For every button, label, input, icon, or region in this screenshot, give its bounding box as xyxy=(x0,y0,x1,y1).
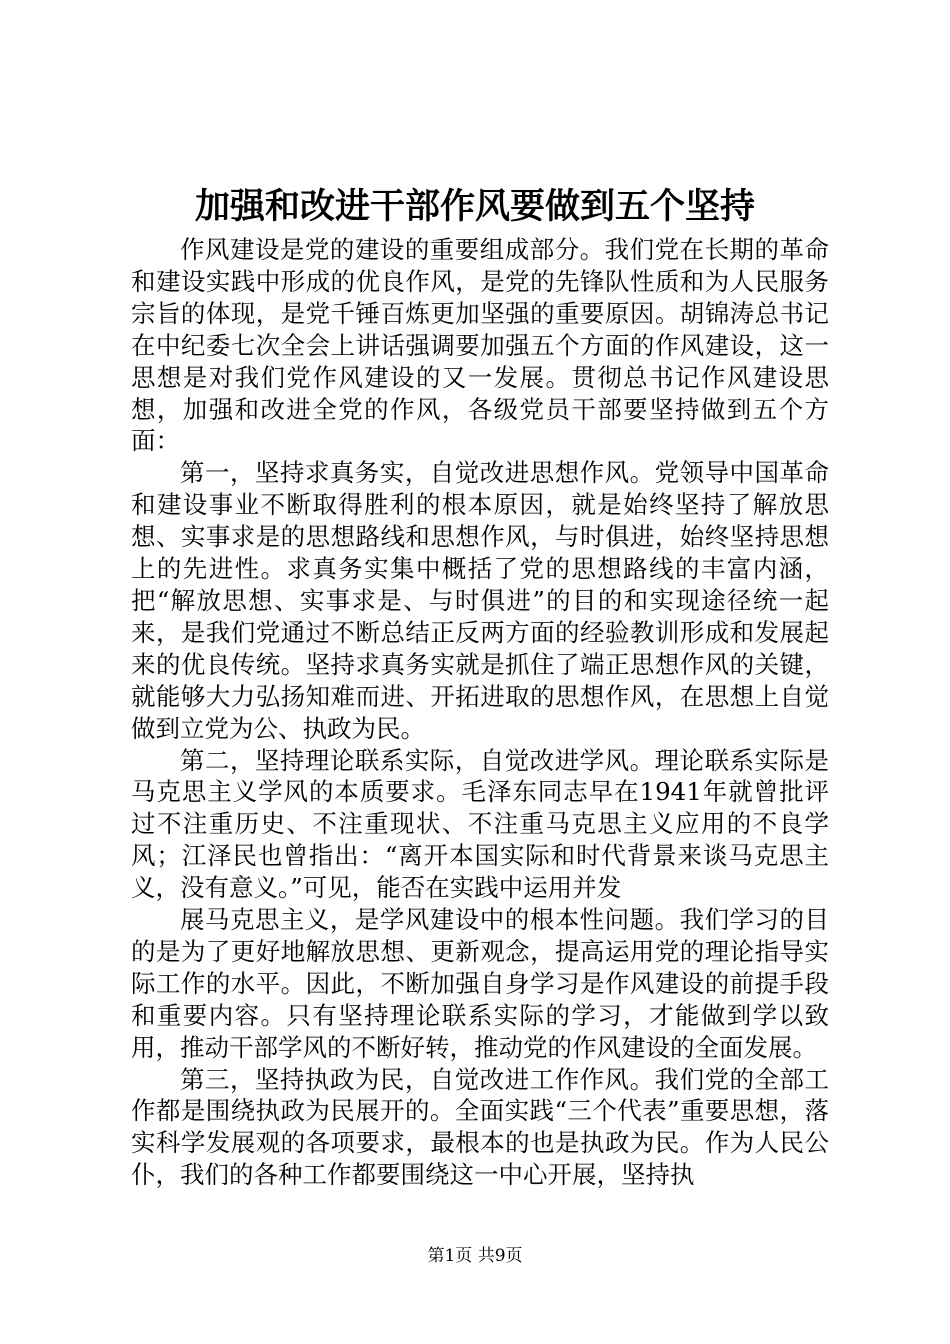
page-number-footer: 第1页 共9页 xyxy=(427,1246,523,1266)
page-title: 加强和改进干部作风要做到五个坚持 xyxy=(194,186,755,227)
document-body xyxy=(131,234,829,1191)
paragraph-third-point: 第三，坚持执政为民，自觉改进工作作风。我们党的全部工作都是围绕执政为民展开的。全面实践“三个代表”重要思想，落实科学发展观的各项要求，最根本的也是执政为民。作为人民公仆，我们的各种工作都要围绕这一中心开展，坚持执 xyxy=(131,1064,829,1190)
paragraph-intro: 作风建设是党的建设的重要组成部分。我们党在长期的革命和建设实践中形成的优良作风，是党的先锋队性质和为人民服务宗旨的体现，是党千锤百炼更加坚强的重要原因。胡锦涛总书记在中纪委七次全会上讲话强调要加强五个方面的作风建设，这一思想是对我们党作风建设的又一发展。贯彻总书记作风建设思想，加强和改进全党的作风，各级党员干部要坚持做到五个方面： xyxy=(131,235,829,456)
paragraph-second-point: 第二，坚持理论联系实际，自觉改进学风。理论联系实际是马克思主义学风的本质要求。毛泽东同志早在1941年就曾批评过不注重历史、不注重现状、不注重马克思主义应用的不良学风；江泽民也曾指出：“离开本国实际和时代背景来谈马克思主义，没有意义。”可见，能否在实践中运用并发 xyxy=(131,745,829,903)
paragraph-first-point: 第一，坚持求真务实，自觉改进思想作风。党领导中国革命和建设事业不断取得胜利的根本原因，就是始终坚持了解放思想、实事求是的思想路线和思想作风，与时俱进，始终坚持思想上的先进性。求真务实集中概括了党的思想路线的丰富内涵，把“解放思想、实事求是、与时俱进”的目的和实现途径统一起来，是我们党通过不断总结正反两方面的经验教训形成和发展起来的优良传统。坚持求真务实就是抓住了端正思想作风的关键，就能够大力弘扬知难而进、开拓进取的思想作风，在思想上自觉做到立党为公、执政为民。 xyxy=(131,458,829,743)
paragraph-second-point-continued: 展马克思主义，是学风建设中的根本性问题。我们学习的目的是为了更好地解放思想、更新观念，提高运用党的理论指导实际工作的水平。因此，不断加强自身学习是作风建设的前提手段和重要内容。只有坚持理论联系实际的学习，才能做到学以致用，推动干部学风的不断好转，推动党的作风建设的全面发展。 xyxy=(131,905,829,1062)
